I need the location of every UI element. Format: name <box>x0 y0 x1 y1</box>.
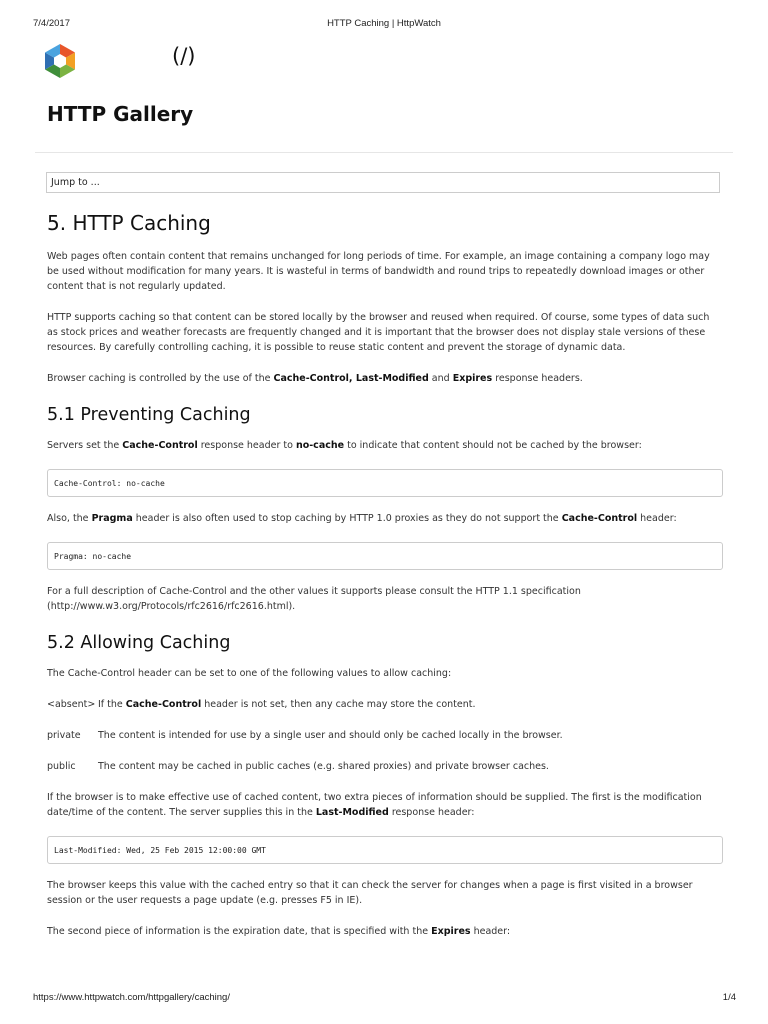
article-content <box>47 208 723 955</box>
preventing-paragraph-3: For a full description of Cache-Control and the other values it supports please consult the HTTP 1.1 specification (http://www.w3.org/Protocols/rfc2616/rfc2616.html). <box>47 586 581 612</box>
list-item <box>47 759 723 774</box>
allowing-paragraph-1: The Cache-Control header can be set to one of the following values to allow caching: <box>47 668 452 679</box>
subsection-title-allowing: 5.2 Allowing Caching <box>47 633 231 653</box>
print-url: https://www.httpwatch.com/httpgallery/caching/ <box>33 992 230 1003</box>
httpwatch-logo-icon[interactable] <box>41 42 79 80</box>
preventing-paragraph-2: Also, the Pragma header is also often used to stop caching by HTTP 1.0 proxies as they do not support the Cache-Control header: <box>47 513 677 524</box>
intro-paragraph-1: Web pages often contain content that remains unchanged for long periods of time. For example, an image containing a company logo may be used without modification for many years. It is wasteful in terms of bandwidth and round trips to repeatedly download images or other content that is not regularly updated. <box>47 251 710 292</box>
allowing-paragraph-2: If the browser is to make effective use of cached content, two extra pieces of information should be supplied. The first is the modification date/time of the content. The server supplies this in the Last-Modified response header: <box>47 792 702 818</box>
definition-description: The content is intended for use by a single user and should only be cached locally in the browser. <box>98 730 563 741</box>
allowing-paragraph-3: The browser keeps this value with the cached entry so that it can check the server for changes when a page is first visited in a browser session or the user requests a page update (e.g. presses F5 in IE). <box>47 880 693 906</box>
print-date: 7/4/2017 <box>33 18 70 29</box>
definition-term: <absent> <box>47 699 96 710</box>
list-item <box>47 728 723 743</box>
definition-term: private <box>47 730 81 741</box>
code-block-pragma: Pragma: no-cache <box>47 542 723 570</box>
list-item <box>47 697 723 712</box>
site-title: HTTP Gallery <box>47 102 194 126</box>
definition-description: The content may be cached in public caches (e.g. shared proxies) and private browser caches. <box>98 761 549 772</box>
jump-to-select[interactable]: Jump to ... <box>46 172 720 193</box>
home-link[interactable]: (/) <box>172 44 196 68</box>
definition-description: If the Cache-Control header is not set, then any cache may store the content. <box>98 699 476 710</box>
cache-control-values-list <box>47 697 723 774</box>
header-divider <box>35 152 733 153</box>
print-page-title: HTTP Caching | HttpWatch <box>327 18 441 29</box>
page-number: 1/4 <box>722 992 736 1003</box>
intro-paragraph-3: Browser caching is controlled by the use of the Cache-Control, Last-Modified and Expires response headers. <box>47 373 583 384</box>
print-header <box>0 18 768 32</box>
code-block-cache-control: Cache-Control: no-cache <box>47 469 723 497</box>
code-block-last-modified: Last-Modified: Wed, 25 Feb 2015 12:00:00 GMT <box>47 836 723 864</box>
definition-term: public <box>47 761 76 772</box>
intro-paragraph-2: HTTP supports caching so that content can be stored locally by the browser and reused when required. Of course, some types of data such as stock prices and weather forecasts are frequently changed and it is important that the browser does not display stale versions of these resources. By carefully controlling caching, it is possible to reuse static content and prevent the storage of dynamic data. <box>47 312 710 353</box>
print-footer <box>0 992 768 1006</box>
subsection-title-preventing: 5.1 Preventing Caching <box>47 405 251 425</box>
preventing-paragraph-1: Servers set the Cache-Control response header to no-cache to indicate that content should not be cached by the browser: <box>47 440 642 451</box>
allowing-paragraph-4: The second piece of information is the expiration date, that is specified with the Expires header: <box>47 926 511 937</box>
section-title: 5. HTTP Caching <box>47 211 211 235</box>
